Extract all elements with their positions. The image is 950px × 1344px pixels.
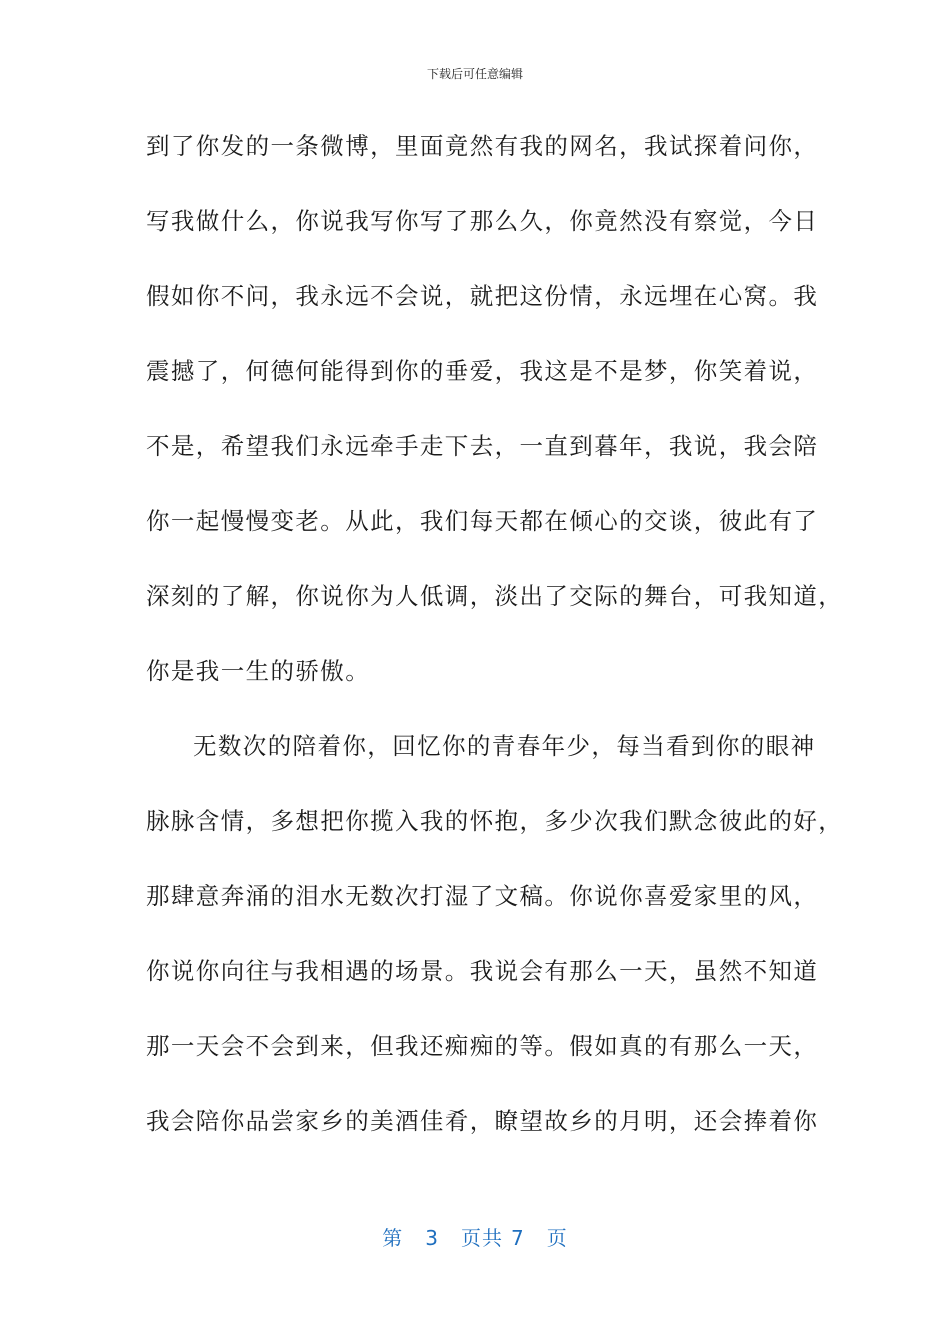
paragraph-line: 写我做什么，你说我写你写了那么久，你竟然没有察觉，今日 [146,207,819,235]
page-header-note: 下载后可任意编辑 [426,67,523,81]
document-body [146,123,844,1173]
page-suffix: 页 [546,1226,568,1250]
paragraph-line: 震撼了，何德何能得到你的垂爱，我这是不是梦，你笑着说， [146,357,819,385]
paragraph-line: 脉脉含情，多想把你揽入我的怀抱，多少次我们默念彼此的好， [146,807,844,835]
current-page-number: 3 [425,1226,439,1250]
paragraph-line: 那肆意奔涌的泪水无数次打湿了文稿。你说你喜爱家里的风， [146,882,819,910]
total-page-number: 7 [511,1226,525,1250]
paragraph-line: 假如你不问，我永远不会说，就把这份情，永远埋在心窝。我 [146,282,819,310]
paragraph-line: 不是，希望我们永远牵手走下去，一直到暮年，我说，我会陪 [146,432,819,460]
paragraph-line: 你说你向往与我相遇的场景。我说会有那么一天，虽然不知道 [146,957,819,985]
page-middle-text: 页共 [461,1226,503,1250]
paragraph-line: 深刻的了解，你说你为人低调，淡出了交际的舞台，可我知道， [146,582,844,610]
paragraph-line: 你一起慢慢变老。从此，我们每天都在倾心的交谈，彼此有了 [146,507,819,535]
paragraph-line: 那一天会不会到来，但我还痴痴的等。假如真的有那么一天， [146,1032,819,1060]
paragraph-line: 到了你发的一条微博，里面竟然有我的网名，我试探着问你， [146,132,819,160]
page-number-footer [0,1224,950,1252]
paragraph-line: 我会陪你品尝家乡的美酒佳肴，瞭望故乡的月明，还会捧着你 [146,1107,819,1135]
paragraph-line-indented: 无数次的陪着你，回忆你的青春年少，每当看到你的眼神 [193,732,816,760]
paragraph-line: 你是我一生的骄傲。 [146,657,371,685]
page-prefix: 第 [382,1226,404,1250]
